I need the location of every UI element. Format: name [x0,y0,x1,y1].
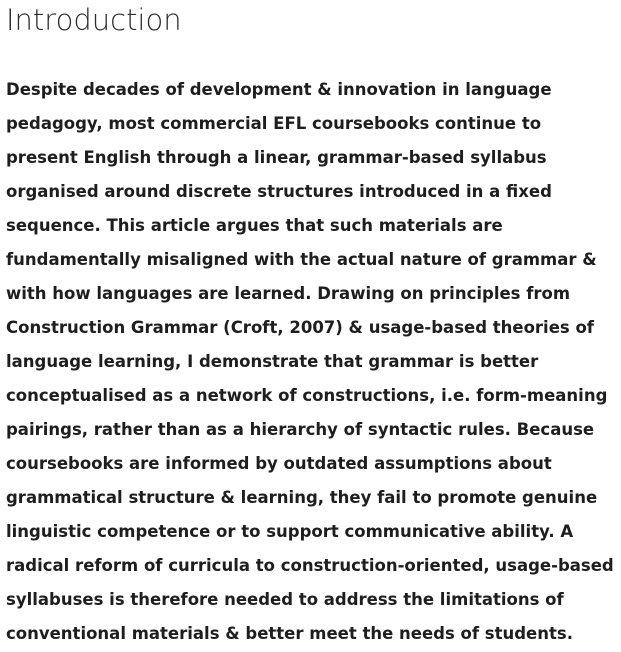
text-line: coursebooks are informed by outdated assumptions about [6,454,552,473]
text-line: fundamentally misaligned with the actual nature of grammar & [6,250,597,269]
text-line: present English through a linear, grammar-based syllabus [6,148,547,167]
text-line: conceptualised as a network of constructions, i.e. form-meaning [6,386,608,405]
text-line: radical reform of curricula to construction-oriented, usage-based [6,556,614,575]
text-line: pairings, rather than as a hierarchy of syntactic rules. Because [6,420,595,439]
text-line: Construction Grammar (Croft, 2007) & usage-based theories of [6,318,594,337]
text-line: linguistic competence or to support communicative ability. A [6,522,574,541]
abstract-paragraph [6,73,618,651]
document-page [6,0,618,651]
text-line: language learning, I demonstrate that grammar is better [6,352,539,371]
section-title: Introduction [6,3,182,37]
text-line: sequence. This article argues that such materials are [6,216,503,235]
text-line: Despite decades of development & innovation in language [6,80,552,99]
text-line: grammatical structure & learning, they fail to promote genuine [6,488,598,507]
text-line: organised around discrete structures introduced in a fixed [6,182,552,201]
text-line: pedagogy, most commercial EFL coursebooks continue to [6,114,542,133]
text-line: with how languages are learned. Drawing on principles from [6,284,571,303]
text-line: conventional materials & better meet the needs of students. [6,624,573,643]
text-line: syllabuses is therefore needed to address the limitations of [6,590,564,609]
